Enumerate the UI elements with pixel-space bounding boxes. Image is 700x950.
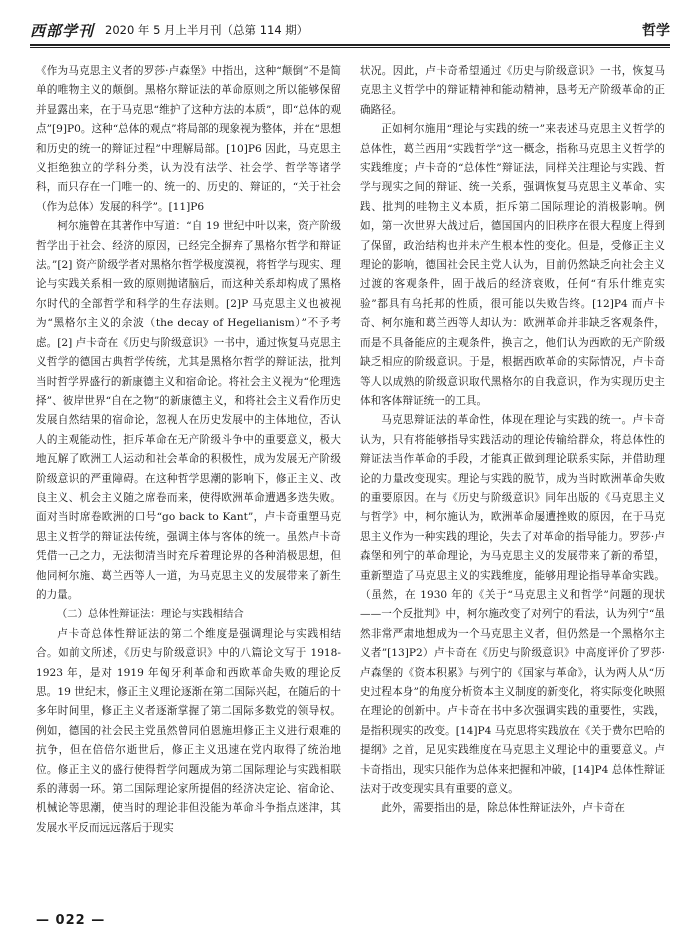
page-number: — 022 — xyxy=(36,913,106,928)
section-title: 哲学 xyxy=(642,23,670,39)
right-text-column xyxy=(360,62,665,819)
header-rule-thin xyxy=(30,47,670,48)
left-text-column xyxy=(36,62,341,838)
body-paragraph: 《作为马克思主义者的罗莎·卢森堡》中指出，这种“颠倒”不是简单的唯物主义的颠倒。黑格尔辩证法的革命原则之所以能够保留并显露出来，在于马克思“维护了这种方法的本质”，即“总体的观点”[9]P0。这种“总体的观点”将局部的现象视为整体，并在“思想和历史的统一的辩证过程”中理解局部。[10]P6 因此，马克思主义拒绝独立的学科分类，认为没有法学、社会学、哲学等诸学科，而只存在一门唯一的、统一的、历史的、辩证的，“关于社会（作为总体）发展的科学”。[11]P6 xyxy=(36,65,341,213)
body-paragraph: 柯尔施曾在其著作中写道：“自 19 世纪中叶以来，资产阶级哲学出于社会、经济的原因，已经完全摒弃了黑格尔哲学和辩证法。”[2] 资产阶级学者对黑格尔哲学极度漠视，将哲学与现实、理论与实践关系相一致的原则抛诸脑后，而这种关系却构成了黑格尔时代的全部哲学和科学的生存法则。[2]P 马克思主义也被视为“黑格尔主义的余波（the decay of Hegelianism）”不予考虑。[2] 卢卡奇在《历史与阶级意识》一书中，通过恢复马克思主义哲学的德国古典哲学传统，尤其是黑格尔哲学的辩证法，批判当时哲学界盛行的新康德主义和宿命论。将社会主义视为“伦理选择”、彼岸世界“自在之物”的新康德主义，和将社会主义看作历史发展自然结果的宿命论，忽视人在历史发展中的主体地位，否认人的主观能动性，拒斥革命在无产阶级斗争中的重要意义，极大地瓦解了欧洲工人运动和社会革命的积极性，成为发展无产阶级阶级意识的严重障碍。在这种哲学思潮的影响下，修正主义、改良主义、机会主义随之席卷而来，使得欧洲革命遭遇多迭失败。面对当时席卷欧洲的口号“go back to Kant”，卢卡奇重塑马克思主义哲学的辩证法传统，强调主体与客体的统一。虽然卢卡奇凭借一己之力，无法彻清当时充斥着理论界的各种消极思想，但他同柯尔施、葛兰西等人一道，为马克思主义的发展带来了新生的力量。 xyxy=(36,220,341,601)
issue-info: 2020 年 5 月上半月刊（总第 114 期） xyxy=(105,23,309,37)
body-paragraph: 马克思辩证法的革命性，体现在理论与实践的统一。卢卡奇认为，只有将能够指导实践活动的理论传输给群众，将总体性的辩证法当作革命的手段，才能真正做到理论联系实际，并借助理论的力量改变现实。理论与实践的脱节，成为当时欧洲革命失败的重要原因。在与《历史与阶级意识》同年出版的《马克思主义与哲学》中，柯尔施认为，欧洲革命屡遭挫败的原因，在于马克思主义作为一种实践的理论，失去了对革命的指导能力。罗莎·卢森堡和列宁的革命理论，为马克思主义的发展带来了新的希望，重新塑造了马克思主义的实践维度，能够用理论指导革命实践。（虽然，在 1930 年的《关于“马克思主义和哲学”问题的现状——一个反批判》中，柯尔施改变了对列宁的看法，认为列宁“虽然非常严肃地想成为一个马克思主义者，但仍然是一个黑格尔主义者”[13]P2）卢卡奇在《历史与阶级意识》中高度评价了罗莎·卢森堡的《资本积累》与列宁的《国家与革命》，认为两人从“历史过程本身”的角度分析资本主义制度的新变化，将实际变化映照在理论的创新中。卢卡奇在书中多次强调实践的重要性，实践，是指积现实的改变。[14]P4 马克思将实践放在《关于费尔巴哈的提纲》之首，足见实践维度在马克思主义理论中的重要意义。卢卡奇指出，现实只能作为总体来把握和冲破，[14]P4 总体性辩证法对于改变现实具有重要的意义。 xyxy=(360,414,665,796)
body-paragraph: 正如柯尔施用“理论与实践的统一”来表述马克思主义哲学的总体性，葛兰西用“实践哲学”这一概念，指称马克思主义哲学的实践维度；卢卡奇的“总体性”辩证法，同样关注理论与实践、哲学与现实之间的辩证、统一关系，强调恢复马克思主义革命、实践、批判的哇物主义本质，拒斥第二国际理论的消极影响。例如，第一次世界大战过后，德国国内的旧秩序在很大程度上得到了保留，政治结构也并未产生根本性的变化。但是，受修正主义理论的影响，德国社会民主党人认为，目前仍然缺乏向社会主义过渡的客观条件，固于战后的经济衰败，任何“有乐什维克实验”都具有乌托邦的性质，很可能以失败告终。[12]P4 而卢卡奇、柯尔施和葛兰西等人却认为：欧洲革命并非缺乏客观条件，而是不具备能应的主观条件，换言之，他们认为西欧的无产阶级缺乏相应的阶级意识。于是，根据西欧革命的实际情况，卢卡奇等人以成熟的阶级意识取代黑格尔的自我意识，作为实现历史主体和客体辩证统一的工具。 xyxy=(360,123,665,407)
body-paragraph: 此外，需要指出的是，除总体性辩证法外，卢卡奇在 xyxy=(381,802,625,815)
section-subheading: （二）总体性辩证法：理论与实践相结合 xyxy=(56,608,244,621)
body-paragraph: 卢卡奇总体性辩证法的第二个维度是强调理论与实践相结合。如前文所述，《历史与阶级意识》中的八篇论文写于 1918-1923 年，是对 1919 年匈牙利革命和西欧革命失败的理论反思。19 世纪末，修正主义理论逐渐在第二国际兴起，在随后的十多年时间里，修正主义者逐渐掌握了第二国际多数党的领导权。例如，德国的社会民主党虽然曾同伯恩施坦修正主义进行艰难的抗争，但在倍倍尔逝世后，修正主义迅速在党内取得了统治地位。修正主义的盛行使得哲学问题成为第二国际理论与实践相联系的薄弱一环。第二国际理论家所提倡的经济决定论、宿命论、机械论等思潮，使当时的理论非但没能为革命斗争指点迷津，其发展水平反而远远落后于现实 xyxy=(36,627,341,834)
header-rule-thick xyxy=(30,44,670,46)
body-paragraph: 状况。因此，卢卡奇希望通过《历史与阶级意识》一书，恢复马克思主义哲学中的辩证精神和能动精神，恳考无产阶级革命的正确路径。 xyxy=(360,65,665,116)
journal-logo: 西部学刊 xyxy=(30,22,95,40)
